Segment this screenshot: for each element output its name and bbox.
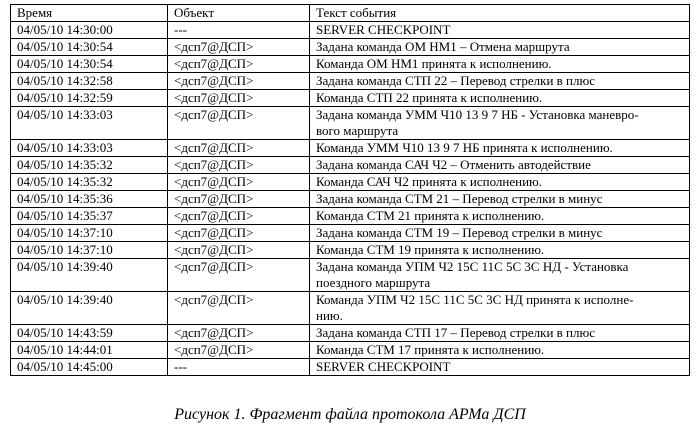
event-text-line: Команда СТМ 19 принята к исполнению. <box>316 242 545 257</box>
cell-event-text <box>310 107 690 140</box>
table-row <box>11 90 690 107</box>
cell-object: --- <box>168 22 310 39</box>
event-text-line: Команда СТМ 17 принята к исполнению. <box>316 342 545 357</box>
cell-time: 04/05/10 14:30:54 <box>11 56 168 73</box>
cell-event-text <box>310 359 690 376</box>
table-row <box>11 191 690 208</box>
table-row <box>11 342 690 359</box>
cell-time: 04/05/10 14:35:37 <box>11 208 168 225</box>
cell-event-text <box>310 39 690 56</box>
table-row <box>11 107 690 140</box>
table-row <box>11 174 690 191</box>
cell-event-text <box>310 90 690 107</box>
table-row <box>11 73 690 90</box>
cell-object: <дсп7@ДСП> <box>168 259 310 292</box>
table-header-row <box>11 5 690 22</box>
cell-object: <дсп7@ДСП> <box>168 157 310 174</box>
event-text-line: Задана команда УММ Ч10 13 9 7 НБ - Установка маневро- <box>316 107 639 122</box>
cell-object: <дсп7@ДСП> <box>168 56 310 73</box>
cell-event-text <box>310 22 690 39</box>
cell-event-text <box>310 342 690 359</box>
cell-object: <дсп7@ДСП> <box>168 225 310 242</box>
cell-object: <дсп7@ДСП> <box>168 242 310 259</box>
cell-time: 04/05/10 14:30:54 <box>11 39 168 56</box>
event-text-line: Команда СТП 22 принята к исполнению. <box>316 90 543 105</box>
cell-time: 04/05/10 14:32:58 <box>11 73 168 90</box>
cell-object: <дсп7@ДСП> <box>168 140 310 157</box>
cell-event-text <box>310 225 690 242</box>
cell-event-text <box>310 191 690 208</box>
cell-event-text <box>310 73 690 90</box>
event-text-line: Задана команда УПМ Ч2 15С 11С 5С 3С НД - Установка <box>316 259 629 274</box>
cell-object: <дсп7@ДСП> <box>168 292 310 325</box>
cell-time: 04/05/10 14:35:32 <box>11 157 168 174</box>
event-text-line: SERVER CHECKPOINT <box>316 359 451 374</box>
table-row <box>11 359 690 376</box>
cell-time: 04/05/10 14:30:00 <box>11 22 168 39</box>
cell-time: 04/05/10 14:35:36 <box>11 191 168 208</box>
cell-object: <дсп7@ДСП> <box>168 174 310 191</box>
table-row <box>11 325 690 342</box>
cell-time: 04/05/10 14:35:32 <box>11 174 168 191</box>
cell-object: <дсп7@ДСП> <box>168 39 310 56</box>
event-log-table <box>10 4 690 376</box>
table-row <box>11 259 690 292</box>
event-text-line: нию. <box>316 308 343 323</box>
event-text-line: Команда САЧ Ч2 принята к исполнению. <box>316 174 542 189</box>
table-row <box>11 56 690 73</box>
event-text-line: Задана команда САЧ Ч2 – Отменить автодействие <box>316 157 591 172</box>
column-header-time: Время <box>11 5 168 22</box>
column-header-object: Объект <box>168 5 310 22</box>
table-row <box>11 140 690 157</box>
cell-time: 04/05/10 14:44:01 <box>11 342 168 359</box>
event-text-line: Задана команда СТП 17 – Перевод стрелки в плюс <box>316 325 595 340</box>
cell-object: --- <box>168 359 310 376</box>
cell-object: <дсп7@ДСП> <box>168 90 310 107</box>
table-row <box>11 22 690 39</box>
cell-event-text <box>310 56 690 73</box>
table-row <box>11 208 690 225</box>
cell-object: <дсп7@ДСП> <box>168 325 310 342</box>
table-row <box>11 225 690 242</box>
cell-event-text <box>310 259 690 292</box>
cell-event-text <box>310 174 690 191</box>
cell-object: <дсп7@ДСП> <box>168 208 310 225</box>
cell-event-text <box>310 208 690 225</box>
cell-event-text <box>310 140 690 157</box>
event-text-line: Команда УММ Ч10 13 9 7 НБ принята к исполнению. <box>316 140 613 155</box>
table-row <box>11 292 690 325</box>
event-text-line: Задана команда СТМ 21 – Перевод стрелки в минус <box>316 191 603 206</box>
cell-object: <дсп7@ДСП> <box>168 107 310 140</box>
event-text-line: Команда УПМ Ч2 15С 11С 5С 3С НД принята к исполне- <box>316 292 634 307</box>
event-text-line: Команда ОМ НМ1 принята к исполнению. <box>316 56 552 71</box>
cell-time: 04/05/10 14:37:10 <box>11 225 168 242</box>
cell-event-text <box>310 157 690 174</box>
column-header-text: Текст события <box>310 5 690 22</box>
cell-time: 04/05/10 14:45:00 <box>11 359 168 376</box>
table-body <box>11 22 690 376</box>
event-text-line: SERVER CHECKPOINT <box>316 22 451 37</box>
cell-object: <дсп7@ДСП> <box>168 191 310 208</box>
event-text-line: вого маршрута <box>316 123 399 138</box>
event-text-line: Команда СТМ 21 принята к исполнению. <box>316 208 545 223</box>
cell-object: <дсп7@ДСП> <box>168 342 310 359</box>
figure-caption: Рисунок 1. Фрагмент файла протокола АРМа ДСП <box>174 406 526 423</box>
cell-time: 04/05/10 14:33:03 <box>11 140 168 157</box>
table-row <box>11 157 690 174</box>
cell-time: 04/05/10 14:39:40 <box>11 292 168 325</box>
cell-event-text <box>310 242 690 259</box>
event-text-line: поездного маршрута <box>316 275 431 290</box>
event-text-line: Задана команда ОМ НМ1 – Отмена маршрута <box>316 39 570 54</box>
cell-time: 04/05/10 14:32:59 <box>11 90 168 107</box>
cell-time: 04/05/10 14:43:59 <box>11 325 168 342</box>
event-text-line: Задана команда СТМ 19 – Перевод стрелки в минус <box>316 225 603 240</box>
cell-time: 04/05/10 14:39:40 <box>11 259 168 292</box>
event-text-line: Задана команда СТП 22 – Перевод стрелки в плюс <box>316 73 595 88</box>
table-row <box>11 242 690 259</box>
cell-time: 04/05/10 14:33:03 <box>11 107 168 140</box>
cell-object: <дсп7@ДСП> <box>168 73 310 90</box>
cell-time: 04/05/10 14:37:10 <box>11 242 168 259</box>
table-row <box>11 39 690 56</box>
cell-event-text <box>310 325 690 342</box>
cell-event-text <box>310 292 690 325</box>
